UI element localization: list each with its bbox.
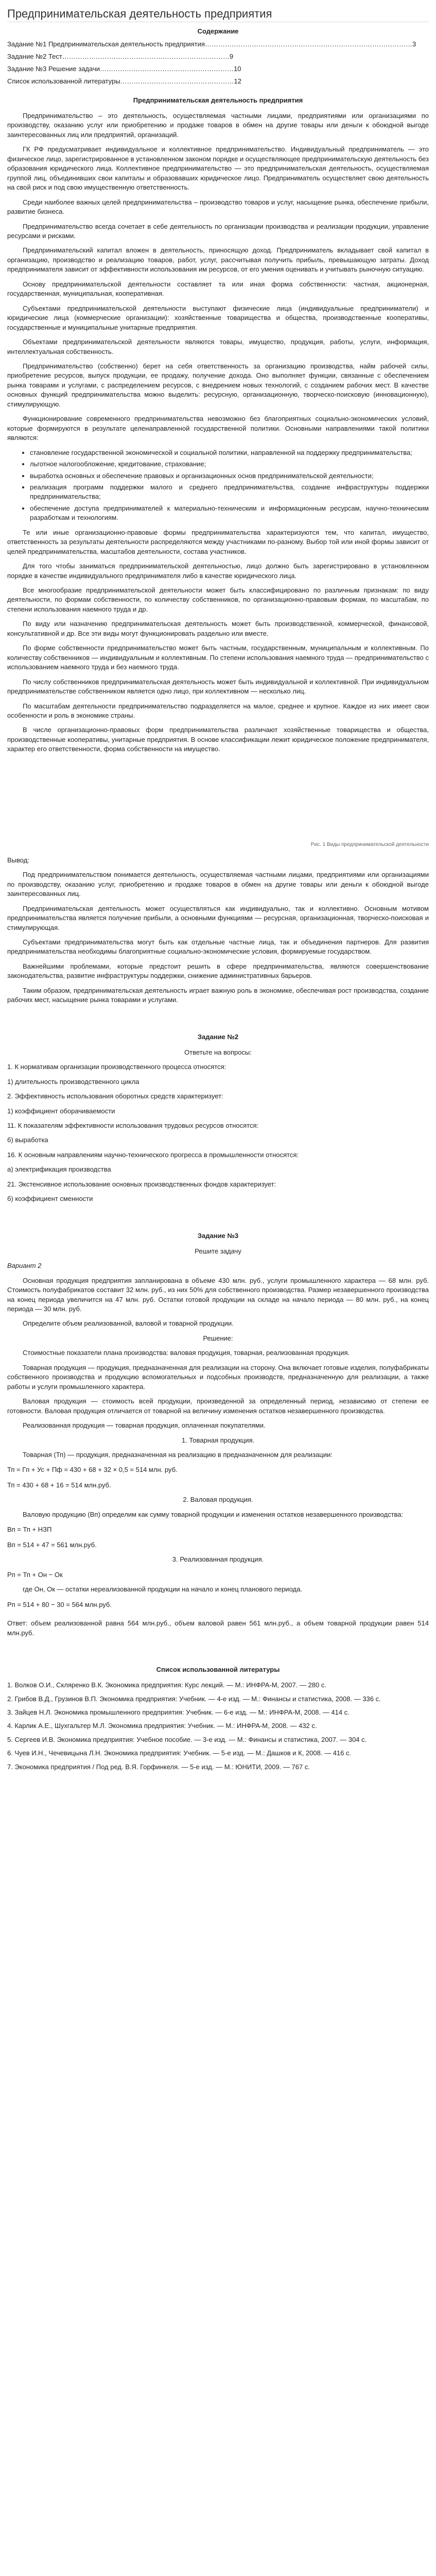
step-text: где Он, Ок — остатки нереализованной продукции на начало и конец планового периода. xyxy=(23,1585,302,1594)
answer-option: б) коэффициент сменности xyxy=(7,1195,93,1203)
paragraph: Важнейшими проблемами, которые предстоит решить в сфере предпринимательства, являются совершенствование законодательства, развитие инфраструктуры поддержки, снижение административных барьеров. xyxy=(7,962,429,980)
policy-list xyxy=(7,448,429,523)
figure-caption-text: Рис. 1 Виды предпринимательской деятельности xyxy=(310,841,429,848)
question: 2. Эффективность использования оборотных средств характеризует: xyxy=(7,1092,223,1100)
task2-questions xyxy=(7,1062,429,1204)
task2-subheading: Ответьте на вопросы: xyxy=(184,1048,252,1056)
toc-item: Задание №1 Предпринимательская деятельность предприятия…………………………………………………………………………………3 xyxy=(7,40,416,48)
step-text: Товарная (Тп) — продукция, предназначенная на реализацию в предназначенном для реализации: xyxy=(23,1450,333,1459)
paragraph: Для того чтобы заниматься предпринимательской деятельностью, лицо должно быть зарегистрировано в установленном порядке в качестве индивидуального предпринимателя либо в качестве юридического лица. xyxy=(7,562,429,580)
contents-heading: Содержание xyxy=(197,27,239,35)
reference-item: 3. Зайцев Н.Л. Экономика промышленного предприятия: Учебник. — 6-е изд. — М.: ИНФРА-М, 2008. — 414 с. xyxy=(7,1708,350,1717)
formula: Рп = 514 + 80 − 30 = 564 млн.руб. xyxy=(7,1600,112,1608)
paragraph: Основу предпринимательской деятельности составляет та или иная форма собственности: частная, акционерная, государственная, муниципальная, кооперативная. xyxy=(7,280,429,298)
paragraph: Товарная продукция — продукция, предназначенная для реализации на сторону. Она включает готовые изделия, полуфабрикаты собственного производства и продукцию вспомогательных и подсобных производств, предназначенную для реализации, а также работы и услуги промышленного характера. xyxy=(7,1363,429,1391)
paragraph: Стоимостные показатели плана производства: валовая продукция, товарная, реализованная продукция. xyxy=(23,1349,350,1357)
formula: Вп = Тп + НЗП xyxy=(7,1526,52,1534)
answer-option: б) выработка xyxy=(7,1136,48,1144)
paragraph: Предпринимательский капитал вложен в деятельность, приносящую доход. Предприниматель вкладывает свой капитал в организацию, производство и реализацию товаров, работ, услуг, рассчитывая получить прибыль, превышающую затраты. Доход предпринимателя зависит от эффективности использования им ресурсов, от его умения оценивать и учитывать рыночную ситуацию. xyxy=(7,246,429,274)
step-heading: 3. Реализованная продукция. xyxy=(172,1555,264,1564)
step-heading: 2. Валовая продукция. xyxy=(183,1496,253,1504)
answer-option: а) электрификация производства xyxy=(7,1165,111,1174)
paragraph: Таким образом, предпринимательская деятельность играет важную роль в экономике, обеспечивая рост производства, создание рабочих мест, насыщение рынка товарами и услугами. xyxy=(7,986,429,1004)
question: 11. К показателям эффективности использования трудовых ресурсов относятся: xyxy=(7,1121,259,1129)
answer-option: 1) коэффициент оборачиваемости xyxy=(7,1107,115,1115)
paragraph: По масштабам деятельности предпринимательство подразделяется на малое, среднее и крупное. Каждое из них имеет свои особенности и роль в экономике страны. xyxy=(7,702,429,720)
answer-text: Ответ: объем реализованной равна 564 млн.руб., объем валовой равен 561 млн.руб., а объем товарной продукции равен 514 млн.руб. xyxy=(7,1619,429,1637)
paragraph: В числе организационно-правовых форм предпринимательства различают хозяйственные товарищества и общества, производственные кооперативы, унитарные предприятия. В основе классификации лежит юридическое положение предпринимателя, характер его ответственности, форма собственности на имущество. xyxy=(7,726,429,753)
paragraph: Объектами предпринимательской деятельности являются товары, имущество, продукция, работы, услуги, информация, интеллектуальная собственность. xyxy=(7,338,429,355)
figure-caption xyxy=(7,842,429,848)
reference-item: 2. Грибов В.Д., Грузинов В.П. Экономика предприятия: Учебник. — 4-е изд. — М.: Финансы и статистика, 2008. — 336 с. xyxy=(7,1694,381,1703)
task3-heading: Задание №3 xyxy=(197,1231,239,1240)
formula: Рп = Тп + Он − Ок xyxy=(7,1570,63,1579)
toc-item: Список использованной литературы……………………………………………12 xyxy=(7,77,242,85)
references-list xyxy=(7,1681,429,1772)
paragraph: Все многообразие предпринимательской деятельности может быть классифицировано по различным признакам: по виду деятельности, по формам собственности, по количеству собственников, по организационно-правовым формам, по масштабам, по степени использования наемного труда и др. xyxy=(7,586,429,613)
task2-heading: Задание №2 xyxy=(197,1032,239,1041)
paragraph: Реализованная продукция — товарная продукция, оплаченная покупателями. xyxy=(23,1421,266,1430)
reference-item: 7. Экономика предприятия / Под ред. В.Я. Горфинкеля. — 5-е изд. — М.: ЮНИТИ, 2009. — 767 с. xyxy=(7,1762,310,1771)
formula: Тп = 430 + 68 + 16 = 514 млн.руб. xyxy=(7,1481,111,1489)
reference-item: 6. Чуев И.Н., Чечевицына Л.Н. Экономика предприятия: Учебник. — 5-е изд. — М.: Дашков и К, 2008. — 416 с. xyxy=(7,1749,352,1757)
reference-item: 1. Волков О.И., Скляренко В.К. Экономика предприятия: Курс лекций. — М.: ИНФРА-М, 2007. — 280 с. xyxy=(7,1681,326,1689)
list-item: • выработка основных и обеспечение правовых и организационных основ предпринимательской деятельности; xyxy=(30,471,429,481)
question: 16. К основным направлениям научно-технического прогресса в промышленности относятся: xyxy=(7,1150,299,1159)
section1-body xyxy=(7,111,429,754)
toc-item: Задание №3 Решение задачи……………………………………………………10 xyxy=(7,65,241,73)
solution-label: Решение: xyxy=(203,1334,233,1342)
paragraph: ГК РФ предусматривает индивидуальное и коллективное предпринимательство. Индивидуальный предприниматель — это физическое лицо, зарегистрированное в установленном законом порядке и осуществляющее предпринимательскую деятельность без образования юридического лица. Коллективное предпринимательство — это предпринимательская деятельность, осуществляемая группой лиц, объединивших свои капиталы и образовавших юридическое лицо. Предприниматель осуществляет свою деятельность на свой риск и под свою имущественную ответственность. xyxy=(7,145,429,192)
toc-item: Задание №2 Тест…………………………………………………………………9 xyxy=(7,53,234,60)
paragraph: Те или иные организационно-правовые формы предпринимательства характеризуются тем, что капитал, имущество, ответственность за результаты деятельности распределяются между участниками по-разному. Выбор той или иной формы зависит от целей предпринимательства, масштабов деятельности, состава участников. xyxy=(7,528,429,555)
paragraph: Валовая продукция — стоимость всей продукции, произведенной за определенный период, независимо от степени ее готовности. Валовая продукция отличается от товарной на величину изменения остатков незавершенного производства. xyxy=(7,1397,429,1415)
task3-question: Определите объем реализованной, валовой и товарной продукции. xyxy=(23,1319,234,1328)
paragraph: По виду или назначению предпринимательская деятельность может быть производственной, коммерческой, финансовой, консультативной и др. Все эти виды могут функционировать раздельно или вместе. xyxy=(7,620,429,637)
list-item: • становление государственной экономической и социальной политики, направленной на поддержку предпринимательства; xyxy=(30,448,429,457)
list-item: • льготное налогообложение, кредитование, страхование; xyxy=(30,460,429,469)
references-heading: Список использованной литературы xyxy=(156,1666,280,1674)
page-title: Предпринимательская деятельность предприятия xyxy=(7,7,272,20)
formula: Тп = Гп + Ус + Пф = 430 + 68 + 32 × 0,5 = 514 млн. руб. xyxy=(7,1466,178,1474)
paragraph: Под предпринимательством понимается деятельность, осуществляемая частными лицами, предприятиями или организациями по производству, оказанию услуг, приобретению и продаже товаров в обмен на другие товары или деньги к обоюдной выгоде заинтересованных лиц. xyxy=(7,871,429,898)
paragraph: Субъектами предпринимательской деятельности выступают физические лица (индивидуальные предприниматели) и юридические лица (коммерческие организации): хозяйственные товарищества и общества, производственные кооперативы, государственные и муниципальные унитарные предприятия. xyxy=(7,304,429,331)
list-item: • обеспечение доступа предпринимателей к материально-техническим и информационным ресурсам, научно-техническим разработкам и технологиям. xyxy=(30,504,429,523)
conclusion-label: Вывод: xyxy=(7,856,29,864)
step-heading: 1. Товарная продукция. xyxy=(181,1436,255,1444)
paragraph: Предпринимательство всегда сочетает в себе деятельность по организации производства и реализации продукции, управление ресурсами и рисками. xyxy=(7,222,429,240)
table-of-contents xyxy=(7,40,429,85)
formula: Вп = 514 + 47 = 561 млн.руб. xyxy=(7,1540,97,1549)
question: 1. К нормативам организации производственного процесса относятся: xyxy=(7,1063,226,1071)
task3-condition: Основная продукция предприятия запланирована в объеме 430 млн. руб., услуги промышленного характера — 68 млн. руб. Стоимость полуфабрикатов составит 32 млн. руб., из них 50% для собственного производства. Размер незавершенного производства на конец периода увеличится на 47 млн. руб. Остатки готовой продукции на складе на начало периода — 80 млн. руб., на конец периода — 30 млн. руб. xyxy=(7,1276,429,1313)
paragraph: По числу собственников предпринимательская деятельность может быть индивидуальной и коллективной. При индивидуальном предпринимательстве собственником является одно лицо, при коллективном — несколько лиц. xyxy=(7,677,429,696)
reference-item: 5. Сергеев И.В. Экономика предприятия: Учебное пособие. — 3-е изд. — М.: Финансы и статистика, 2007. — 304 с. xyxy=(7,1735,367,1743)
solution-steps xyxy=(7,1436,429,1610)
step-text: Валовую продукцию (Вп) определим как сумму товарной продукции и изменения остатков незавершенного производства: xyxy=(23,1510,404,1518)
paragraph: По форме собственности предпринимательство может быть частным, государственным, муниципальным и коллективным. По количеству собственников — индивидуальным и коллективным. По степени использования наемного труда — предпринимательство с использованием наемного труда и без наемного труда. xyxy=(7,644,429,671)
conclusion-body xyxy=(7,870,429,1005)
paragraph: Среди наиболее важных целей предпринимательства – производство товаров и услуг, насыщение рынка, обеспечение прибыли, развитие бизнеса. xyxy=(7,198,429,216)
question: 21. Экстенсивное использование основных производственных фондов характеризует: xyxy=(7,1180,276,1188)
reference-item: 4. Карлик А.Е., Шухгальтер М.Л. Экономика предприятия: Учебник. — М.: ИНФРА-М, 2008. — 432 с. xyxy=(7,1722,317,1730)
paragraph: Предпринимательство – это деятельность, осуществляемая частными лицами, предприятиями или организациями по производству, оказанию услуг или приобретению и продаже товаров в обмен на другие товары или деньги к обоюдной выгоде заинтересованных лиц или предприятий, организаций. xyxy=(7,112,429,139)
figure-placeholder xyxy=(7,759,429,842)
task3-subheading: Решите задачу xyxy=(195,1247,241,1255)
list-item: • реализация программ поддержки малого и среднего предпринимательства, создание инфраструктуры поддержки предпринимательства; xyxy=(30,483,429,502)
paragraph: Предпринимательство (собственно) берет на себя ответственность за организацию производства, найм рабочей силы, приобретение ресурсов, выпуск продукции, ее продажу, получение дохода. Оно выполняет функции, связанные с обеспечением рынка товарами и услугами, с распределением ресурсов, с внедрением новых технологий, с созданием рабочих мест. В качестве основных функций предпринимательства можно выделить: ресурсную, организационную, творческо-поисковую (инновационную), стимулирующую. xyxy=(7,362,429,408)
section1-heading: Предпринимательская деятельность предприятия xyxy=(133,96,303,104)
paragraph: Предпринимательская деятельность может осуществляться как индивидуально, так и коллективно. Основным мотивом предпринимательства является получение прибыли, а основными функциями — ресурсная, организационная, творческо-поисковая и стимулирующая. xyxy=(7,904,429,931)
paragraph: Функционирование современного предпринимательства невозможно без благоприятных социально-экономических условий, которые формируются в результате целенаправленной государственной политики. Основными направлениями такой политики являются: xyxy=(7,415,429,442)
task3-variant: Вариант 2 xyxy=(7,1262,42,1270)
answer-option: 1) длительность производственного цикла xyxy=(7,1077,139,1086)
paragraph: Субъектами предпринимательства могут быть как отдельные частные лица, так и объединения партнеров. Для развития предпринимательства необходимы благоприятные социально-экономические условия, формируемые государством. xyxy=(7,938,429,956)
